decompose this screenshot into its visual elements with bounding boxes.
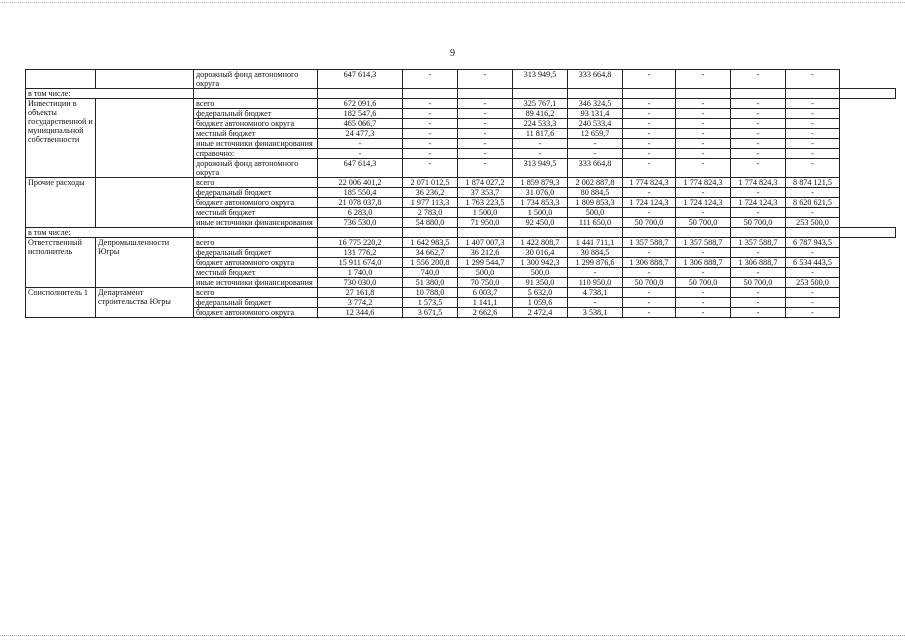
table-row: [26, 288, 896, 298]
amount-cell: 51 380,0: [403, 278, 458, 288]
amount-cell: -: [623, 188, 676, 198]
table-row: [26, 238, 896, 248]
amount-cell: 1 357 588,7: [731, 238, 786, 248]
amount-cell: 1 977 113,3: [403, 198, 458, 208]
amount-cell: 1 141,1: [458, 298, 513, 308]
empty-cell: [676, 228, 731, 238]
amount-cell: 1 306 888,7: [676, 258, 731, 268]
amount-cell: -: [623, 70, 676, 89]
amount-cell: -: [731, 139, 786, 149]
executor-label: [96, 70, 194, 89]
executor-label: Департамент строительства Югры: [96, 288, 194, 318]
empty-cell: [786, 228, 840, 238]
amount-cell: -: [731, 298, 786, 308]
amount-cell: 1 724 124,3: [623, 198, 676, 208]
amount-cell: -: [786, 129, 840, 139]
amount-cell: 730 030,0: [318, 278, 403, 288]
row-group-label: Инвестиции в объекты государственной и муниципальной собственности: [26, 99, 96, 178]
amount-cell: -: [731, 159, 786, 178]
section-label-in-total: в том числе:: [26, 228, 194, 238]
amount-cell: 36 236,2: [403, 188, 458, 198]
amount-cell: -: [676, 159, 731, 178]
amount-cell: 2 472,4: [513, 308, 568, 318]
top-scan-rule: [0, 2, 905, 3]
amount-cell: -: [458, 109, 513, 119]
funding-source: местный бюджет: [194, 208, 318, 218]
empty-cell: [458, 89, 513, 99]
amount-cell: -: [786, 99, 840, 109]
amount-cell: 465 066,7: [318, 119, 403, 129]
funding-source: бюджет автономного округа: [194, 258, 318, 268]
page-number: 9: [450, 48, 455, 59]
empty-cell: [318, 228, 403, 238]
amount-cell: -: [623, 129, 676, 139]
row-group-label: [26, 70, 96, 89]
amount-cell: -: [786, 70, 840, 89]
amount-cell: 1 441 711,1: [568, 238, 623, 248]
amount-cell: 182 547,6: [318, 109, 403, 119]
executor-label: [96, 99, 194, 178]
amount-cell: -: [568, 268, 623, 278]
funding-source: всего: [194, 99, 318, 109]
empty-cell: [513, 89, 568, 99]
amount-cell: -: [676, 298, 731, 308]
amount-cell: 110 950,0: [568, 278, 623, 288]
amount-cell: 22 006 401,2: [318, 178, 403, 188]
amount-cell: -: [676, 308, 731, 318]
amount-cell: 50 700,0: [623, 218, 676, 228]
amount-cell: 6 003,7: [458, 288, 513, 298]
amount-cell: -: [403, 119, 458, 129]
amount-cell: -: [623, 159, 676, 178]
amount-cell: 1 500,0: [458, 208, 513, 218]
amount-cell: 1 573,5: [403, 298, 458, 308]
amount-cell: -: [786, 268, 840, 278]
executor-label: Депромышленности Югры: [96, 238, 194, 288]
amount-cell: -: [731, 248, 786, 258]
amount-cell: 333 664,8: [568, 159, 623, 178]
amount-cell: -: [513, 139, 568, 149]
amount-cell: 30 884,5: [568, 248, 623, 258]
amount-cell: 10 788,0: [403, 288, 458, 298]
amount-cell: 12 344,6: [318, 308, 403, 318]
amount-cell: 1 059,6: [513, 298, 568, 308]
funding-source: бюджет автономного округа: [194, 119, 318, 129]
empty-cell: [840, 89, 896, 99]
amount-cell: -: [458, 129, 513, 139]
amount-cell: 1 734 853,3: [513, 198, 568, 208]
amount-cell: 224 533,3: [513, 119, 568, 129]
amount-cell: -: [403, 149, 458, 159]
amount-cell: -: [623, 149, 676, 159]
amount-cell: -: [623, 288, 676, 298]
amount-cell: 80 884,5: [568, 188, 623, 198]
amount-cell: -: [623, 208, 676, 218]
row-group-label: Соисполнитель 1: [26, 288, 96, 318]
table-row: [26, 178, 896, 188]
amount-cell: 1 306 888,7: [731, 258, 786, 268]
funding-source: всего: [194, 178, 318, 188]
amount-cell: 313 949,5: [513, 70, 568, 89]
amount-cell: 346 324,5: [568, 99, 623, 109]
amount-cell: -: [458, 149, 513, 159]
amount-cell: 313 949,5: [513, 159, 568, 178]
section-label-in-total: в том числе:: [26, 89, 194, 99]
amount-cell: 1 556 200,8: [403, 258, 458, 268]
amount-cell: -: [568, 298, 623, 308]
amount-cell: 50 700,0: [676, 218, 731, 228]
amount-cell: 1 299 544,7: [458, 258, 513, 268]
amount-cell: 91 350,0: [513, 278, 568, 288]
empty-cell: [513, 228, 568, 238]
amount-cell: 1 299 876,6: [568, 258, 623, 268]
amount-cell: -: [623, 119, 676, 129]
executor-label: [96, 178, 194, 228]
amount-cell: 1 500,0: [513, 208, 568, 218]
amount-cell: -: [318, 149, 403, 159]
amount-cell: 50 700,0: [731, 218, 786, 228]
amount-cell: -: [403, 70, 458, 89]
amount-cell: 70 750,0: [458, 278, 513, 288]
amount-cell: -: [676, 208, 731, 218]
amount-cell: 1 809 853,3: [568, 198, 623, 208]
amount-cell: -: [731, 308, 786, 318]
amount-cell: -: [623, 298, 676, 308]
funding-source: справочно:: [194, 149, 318, 159]
amount-cell: -: [568, 149, 623, 159]
amount-cell: 1 357 588,7: [676, 238, 731, 248]
amount-cell: -: [731, 129, 786, 139]
table-row: [26, 70, 896, 89]
budget-table: [25, 69, 896, 318]
amount-cell: -: [568, 139, 623, 149]
amount-cell: -: [676, 268, 731, 278]
amount-cell: -: [623, 109, 676, 119]
amount-cell: 1 774 824,3: [676, 178, 731, 188]
amount-cell: 1 724 124,3: [731, 198, 786, 208]
amount-cell: -: [623, 139, 676, 149]
amount-cell: -: [786, 298, 840, 308]
amount-cell: -: [786, 248, 840, 258]
amount-cell: -: [731, 99, 786, 109]
amount-cell: 736 530,0: [318, 218, 403, 228]
amount-cell: -: [731, 149, 786, 159]
funding-source: иные источники финансирования: [194, 278, 318, 288]
amount-cell: -: [458, 139, 513, 149]
empty-cell: [676, 89, 731, 99]
empty-cell: [458, 228, 513, 238]
amount-cell: -: [676, 99, 731, 109]
empty-cell: [623, 89, 676, 99]
empty-cell: [568, 228, 623, 238]
amount-cell: -: [623, 99, 676, 109]
amount-cell: 1 300 942,3: [513, 258, 568, 268]
amount-cell: 1 422 808,7: [513, 238, 568, 248]
amount-cell: -: [623, 268, 676, 278]
amount-cell: -: [786, 139, 840, 149]
amount-cell: 50 700,0: [731, 278, 786, 288]
amount-cell: -: [786, 109, 840, 119]
amount-cell: 36 212,6: [458, 248, 513, 258]
empty-cell: [194, 228, 318, 238]
amount-cell: -: [731, 288, 786, 298]
amount-cell: 740,0: [403, 268, 458, 278]
funding-source: иные источники финансирования: [194, 218, 318, 228]
amount-cell: -: [786, 159, 840, 178]
amount-cell: 1 763 223,5: [458, 198, 513, 208]
amount-cell: -: [786, 288, 840, 298]
amount-cell: -: [676, 119, 731, 129]
amount-cell: 111 650,0: [568, 218, 623, 228]
amount-cell: 30 016,4: [513, 248, 568, 258]
amount-cell: 31 076,0: [513, 188, 568, 198]
amount-cell: 4 738,1: [568, 288, 623, 298]
amount-cell: 500,0: [568, 208, 623, 218]
amount-cell: -: [676, 70, 731, 89]
amount-cell: -: [676, 139, 731, 149]
amount-cell: -: [623, 308, 676, 318]
amount-cell: -: [786, 308, 840, 318]
empty-cell: [731, 89, 786, 99]
amount-cell: 1 407 007,3: [458, 238, 513, 248]
amount-cell: -: [318, 139, 403, 149]
amount-cell: 2 071 012,5: [403, 178, 458, 188]
amount-cell: 12 659,7: [568, 129, 623, 139]
amount-cell: 253 500,0: [786, 218, 840, 228]
empty-cell: [731, 228, 786, 238]
amount-cell: -: [676, 288, 731, 298]
amount-cell: -: [403, 129, 458, 139]
amount-cell: 1 724 124,3: [676, 198, 731, 208]
amount-cell: -: [403, 139, 458, 149]
amount-cell: -: [676, 188, 731, 198]
amount-cell: 3 671,5: [403, 308, 458, 318]
amount-cell: 2 662,6: [458, 308, 513, 318]
amount-cell: -: [676, 129, 731, 139]
funding-source: всего: [194, 288, 318, 298]
amount-cell: 1 859 879,3: [513, 178, 568, 188]
empty-cell: [318, 89, 403, 99]
amount-cell: -: [731, 70, 786, 89]
amount-cell: 1 306 888,7: [623, 258, 676, 268]
amount-cell: -: [403, 159, 458, 178]
amount-cell: 50 700,0: [676, 278, 731, 288]
amount-cell: 1 357 588,7: [623, 238, 676, 248]
empty-cell: [623, 228, 676, 238]
amount-cell: 50 700,0: [623, 278, 676, 288]
amount-cell: 185 550,4: [318, 188, 403, 198]
amount-cell: 240 533,4: [568, 119, 623, 129]
amount-cell: 8 874 121,5: [786, 178, 840, 188]
amount-cell: -: [458, 119, 513, 129]
amount-cell: 1 874 027,2: [458, 178, 513, 188]
amount-cell: 6 787 943,5: [786, 238, 840, 248]
amount-cell: 3 538,1: [568, 308, 623, 318]
bottom-scan-rule: [0, 635, 905, 636]
amount-cell: -: [403, 109, 458, 119]
amount-cell: 21 078 037,8: [318, 198, 403, 208]
empty-cell: [403, 89, 458, 99]
amount-cell: 1 774 824,3: [731, 178, 786, 188]
funding-source: дорожный фонд автономного округа: [194, 70, 318, 89]
amount-cell: 500,0: [458, 268, 513, 278]
amount-cell: -: [786, 208, 840, 218]
empty-cell: [403, 228, 458, 238]
amount-cell: -: [676, 109, 731, 119]
amount-cell: -: [731, 109, 786, 119]
amount-cell: 89 416,2: [513, 109, 568, 119]
amount-cell: -: [458, 70, 513, 89]
funding-source: дорожный фонд автономного округа: [194, 159, 318, 178]
amount-cell: -: [786, 119, 840, 129]
amount-cell: 647 614,3: [318, 159, 403, 178]
amount-cell: -: [731, 268, 786, 278]
amount-cell: 54 880,0: [403, 218, 458, 228]
funding-source: бюджет автономного округа: [194, 308, 318, 318]
amount-cell: -: [513, 149, 568, 159]
amount-cell: 93 131,4: [568, 109, 623, 119]
amount-cell: 2 783,0: [403, 208, 458, 218]
amount-cell: 15 911 674,0: [318, 258, 403, 268]
amount-cell: 1 740,0: [318, 268, 403, 278]
funding-source: местный бюджет: [194, 268, 318, 278]
amount-cell: 37 353,7: [458, 188, 513, 198]
amount-cell: 27 161,8: [318, 288, 403, 298]
amount-cell: -: [403, 99, 458, 109]
funding-source: федеральный бюджет: [194, 109, 318, 119]
empty-cell: [194, 89, 318, 99]
amount-cell: 92 450,0: [513, 218, 568, 228]
amount-cell: 131 776,2: [318, 248, 403, 258]
amount-cell: 8 620 621,5: [786, 198, 840, 208]
funding-source: всего: [194, 238, 318, 248]
amount-cell: -: [731, 119, 786, 129]
funding-source: федеральный бюджет: [194, 298, 318, 308]
empty-cell: [568, 89, 623, 99]
amount-cell: -: [458, 159, 513, 178]
amount-cell: -: [623, 248, 676, 258]
amount-cell: 2 002 887,8: [568, 178, 623, 188]
amount-cell: 6 534 443,5: [786, 258, 840, 268]
amount-cell: -: [786, 188, 840, 198]
empty-cell: [786, 89, 840, 99]
row-group-label: Прочие расходы: [26, 178, 96, 228]
empty-cell: [840, 228, 896, 238]
amount-cell: 34 662,7: [403, 248, 458, 258]
amount-cell: -: [786, 149, 840, 159]
amount-cell: 253 500,0: [786, 278, 840, 288]
amount-cell: -: [676, 248, 731, 258]
amount-cell: 672 091,6: [318, 99, 403, 109]
amount-cell: 333 664,8: [568, 70, 623, 89]
amount-cell: -: [676, 149, 731, 159]
amount-cell: 71 950,0: [458, 218, 513, 228]
amount-cell: 11 817,6: [513, 129, 568, 139]
funding-source: местный бюджет: [194, 129, 318, 139]
amount-cell: 3 774,2: [318, 298, 403, 308]
amount-cell: 16 775 220,2: [318, 238, 403, 248]
amount-cell: 500,0: [513, 268, 568, 278]
amount-cell: 5 632,0: [513, 288, 568, 298]
amount-cell: 6 283,0: [318, 208, 403, 218]
funding-source: федеральный бюджет: [194, 188, 318, 198]
amount-cell: 1 774 824,3: [623, 178, 676, 188]
amount-cell: -: [731, 188, 786, 198]
funding-source: иные источники финансирования: [194, 139, 318, 149]
row-group-label: Ответственный исполнитель: [26, 238, 96, 288]
amount-cell: -: [458, 99, 513, 109]
amount-cell: 24 477,3: [318, 129, 403, 139]
amount-cell: 647 614,3: [318, 70, 403, 89]
funding-source: бюджет автономного округа: [194, 198, 318, 208]
funding-source: федеральный бюджет: [194, 248, 318, 258]
table-row: [26, 99, 896, 109]
amount-cell: 325 767,1: [513, 99, 568, 109]
amount-cell: -: [731, 208, 786, 218]
amount-cell: 1 642 983,5: [403, 238, 458, 248]
